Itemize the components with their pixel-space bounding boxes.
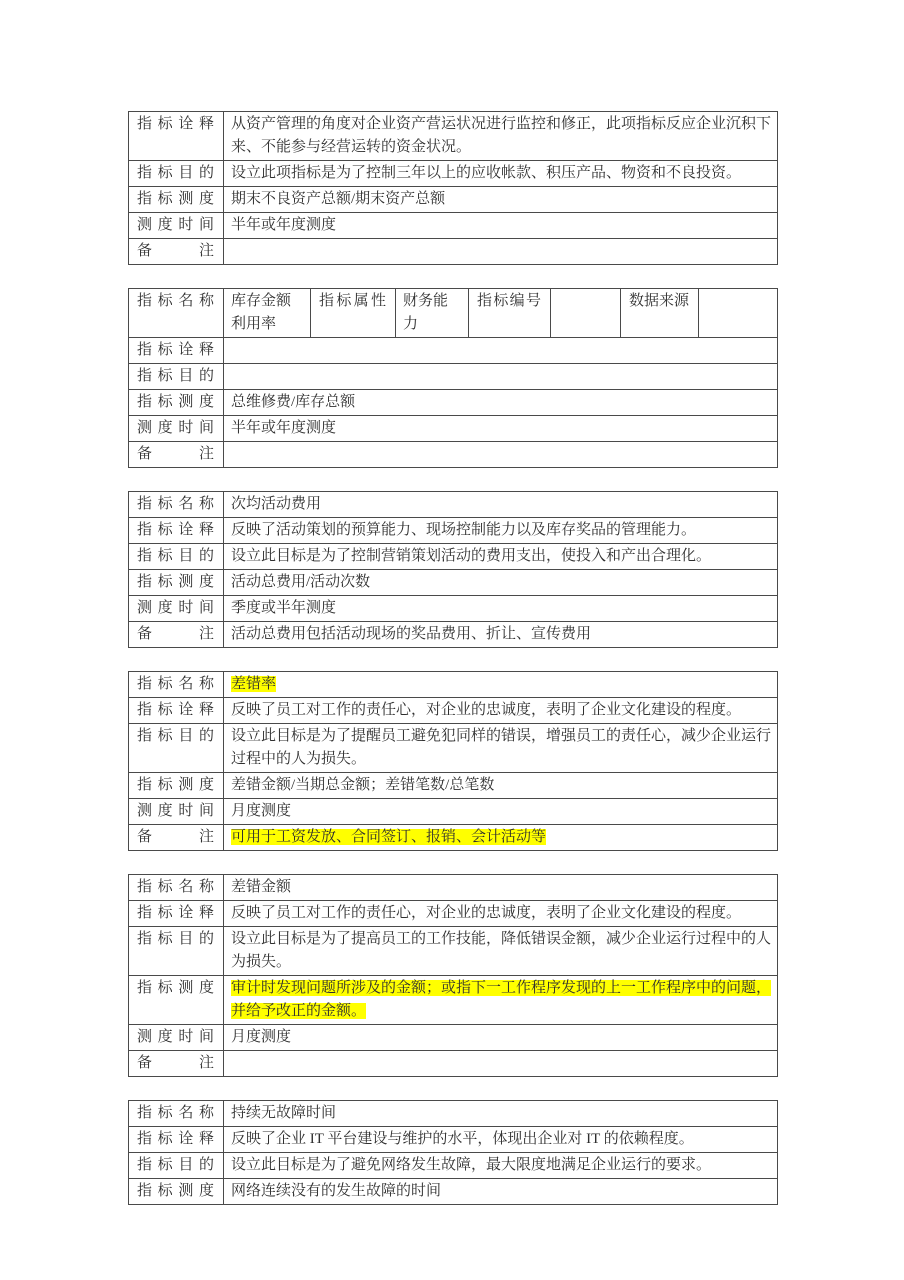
row-value: 半年或年度测度 — [224, 213, 778, 239]
row-value: 反映了活动策划的预算能力、现场控制能力以及库存奖品的管理能力。 — [224, 518, 778, 544]
table-row — [129, 1127, 778, 1153]
row-value — [224, 239, 778, 265]
table-row — [129, 492, 778, 518]
table-row — [129, 161, 778, 187]
row-label: 指标测度 — [129, 773, 224, 799]
row-label: 测度时间 — [129, 213, 224, 239]
row-value: 月度测度 — [224, 1025, 778, 1051]
indicator-name-value: 库存金额利用率 — [224, 289, 311, 338]
row-value — [224, 364, 778, 390]
row-value — [224, 976, 778, 1025]
table-row — [129, 213, 778, 239]
row-value: 设立此目标是为了避免网络发生故障，最大限度地满足企业运行的要求。 — [224, 1153, 778, 1179]
row-label: 指标名称 — [129, 289, 224, 338]
row-value: 反映了员工对工作的责任心，对企业的忠诚度，表明了企业文化建设的程度。 — [224, 698, 778, 724]
row-value: 差错金额/当期总金额；差错笔数/总笔数 — [224, 773, 778, 799]
table-row — [129, 622, 778, 648]
table-row — [129, 338, 778, 364]
row-label: 测度时间 — [129, 799, 224, 825]
table-row — [129, 672, 778, 698]
table-row — [129, 1025, 778, 1051]
row-value: 设立此目标是为了提高员工的工作技能，降低错误金额，减少企业运行过程中的人为损失。 — [224, 927, 778, 976]
row-label: 指标名称 — [129, 492, 224, 518]
table-row — [129, 442, 778, 468]
table-row — [129, 112, 778, 161]
row-value: 活动总费用包括活动现场的奖品费用、折让、宣传费用 — [224, 622, 778, 648]
highlighted-text: 差错率 — [231, 676, 277, 692]
indicator-source-value — [699, 289, 778, 338]
row-value — [224, 442, 778, 468]
table-row — [129, 596, 778, 622]
row-label: 备注 — [129, 239, 224, 265]
row-label: 指标测度 — [129, 976, 224, 1025]
row-value: 设立此目标是为了控制营销策划活动的费用支出，使投入和产出合理化。 — [224, 544, 778, 570]
row-value — [224, 825, 778, 851]
row-value: 设立此目标是为了提醒员工避免犯同样的错误，增强员工的责任心，减少企业运行过程中的人为损失。 — [224, 724, 778, 773]
row-label: 指标目的 — [129, 161, 224, 187]
table-row — [129, 724, 778, 773]
table-row — [129, 518, 778, 544]
row-label: 指标名称 — [129, 875, 224, 901]
row-value: 次均活动费用 — [224, 492, 778, 518]
row-value — [224, 1051, 778, 1077]
highlighted-text: 可用于工资发放、合同签订、报销、会计活动等 — [231, 829, 547, 845]
row-label: 备注 — [129, 1051, 224, 1077]
row-label: 测度时间 — [129, 1025, 224, 1051]
row-label: 指标测度 — [129, 390, 224, 416]
row-value: 总维修费/库存总额 — [224, 390, 778, 416]
kpi-table-5 — [128, 874, 778, 1077]
row-value: 持续无故障时间 — [224, 1101, 778, 1127]
row-label: 备注 — [129, 622, 224, 648]
table-row — [129, 875, 778, 901]
table-row — [129, 1153, 778, 1179]
row-label: 指标诠释 — [129, 698, 224, 724]
row-label: 指标名称 — [129, 1101, 224, 1127]
table-row — [129, 1179, 778, 1205]
kpi-table-1 — [128, 111, 778, 265]
row-label: 指标诠释 — [129, 1127, 224, 1153]
table-row — [129, 698, 778, 724]
row-value: 月度测度 — [224, 799, 778, 825]
row-value: 季度或半年测度 — [224, 596, 778, 622]
row-label: 备注 — [129, 825, 224, 851]
table-row — [129, 773, 778, 799]
row-value — [224, 672, 778, 698]
row-value: 半年或年度测度 — [224, 416, 778, 442]
row-label: 指标诠释 — [129, 338, 224, 364]
table-row — [129, 825, 778, 851]
row-label: 指标测度 — [129, 1179, 224, 1205]
table-row — [129, 901, 778, 927]
row-label: 指标名称 — [129, 672, 224, 698]
table-row — [129, 1051, 778, 1077]
table-row — [129, 364, 778, 390]
row-label: 指标诠释 — [129, 518, 224, 544]
table-row — [129, 799, 778, 825]
row-value: 活动总费用/活动次数 — [224, 570, 778, 596]
row-value: 差错金额 — [224, 875, 778, 901]
row-label: 指标目的 — [129, 927, 224, 976]
kpi-table-4 — [128, 671, 778, 851]
row-value: 网络连续没有的发生故障的时间 — [224, 1179, 778, 1205]
row-label: 指标测度 — [129, 187, 224, 213]
kpi-table-3 — [128, 491, 778, 648]
row-label: 指标目的 — [129, 544, 224, 570]
row-label: 备注 — [129, 442, 224, 468]
indicator-id-value — [551, 289, 621, 338]
table-row — [129, 416, 778, 442]
row-label: 数据来源 — [621, 289, 699, 338]
table-row — [129, 927, 778, 976]
table-row — [129, 976, 778, 1025]
row-value — [224, 338, 778, 364]
highlighted-text: 审计时发现问题所涉及的金额；或指下一工作程序发现的上一工作程序中的问题，并给予改正的金额。 — [231, 980, 772, 1019]
row-label: 测度时间 — [129, 596, 224, 622]
row-label: 指标编号 — [469, 289, 551, 338]
table-row — [129, 239, 778, 265]
table-header-row — [129, 289, 778, 338]
row-label: 指标属性 — [311, 289, 396, 338]
table-row — [129, 1101, 778, 1127]
row-value: 期末不良资产总额/期末资产总额 — [224, 187, 778, 213]
row-label: 指标目的 — [129, 1153, 224, 1179]
row-label: 指标目的 — [129, 724, 224, 773]
row-value: 设立此项指标是为了控制三年以上的应收帐款、积压产品、物资和不良投资。 — [224, 161, 778, 187]
row-label: 指标测度 — [129, 570, 224, 596]
row-value: 从资产管理的角度对企业资产营运状况进行监控和修正，此项指标反应企业沉积下来、不能参与经营运转的资金状况。 — [224, 112, 778, 161]
kpi-table-2 — [128, 288, 778, 468]
table-row — [129, 570, 778, 596]
row-value: 反映了员工对工作的责任心，对企业的忠诚度，表明了企业文化建设的程度。 — [224, 901, 778, 927]
row-label: 测度时间 — [129, 416, 224, 442]
table-row — [129, 390, 778, 416]
indicator-attr-value: 财务能力 — [396, 289, 469, 338]
row-label: 指标诠释 — [129, 112, 224, 161]
table-row — [129, 187, 778, 213]
row-label: 指标诠释 — [129, 901, 224, 927]
row-label: 指标目的 — [129, 364, 224, 390]
table-row — [129, 544, 778, 570]
row-value: 反映了企业 IT 平台建设与维护的水平，体现出企业对 IT 的依赖程度。 — [224, 1127, 778, 1153]
kpi-table-6 — [128, 1100, 778, 1205]
